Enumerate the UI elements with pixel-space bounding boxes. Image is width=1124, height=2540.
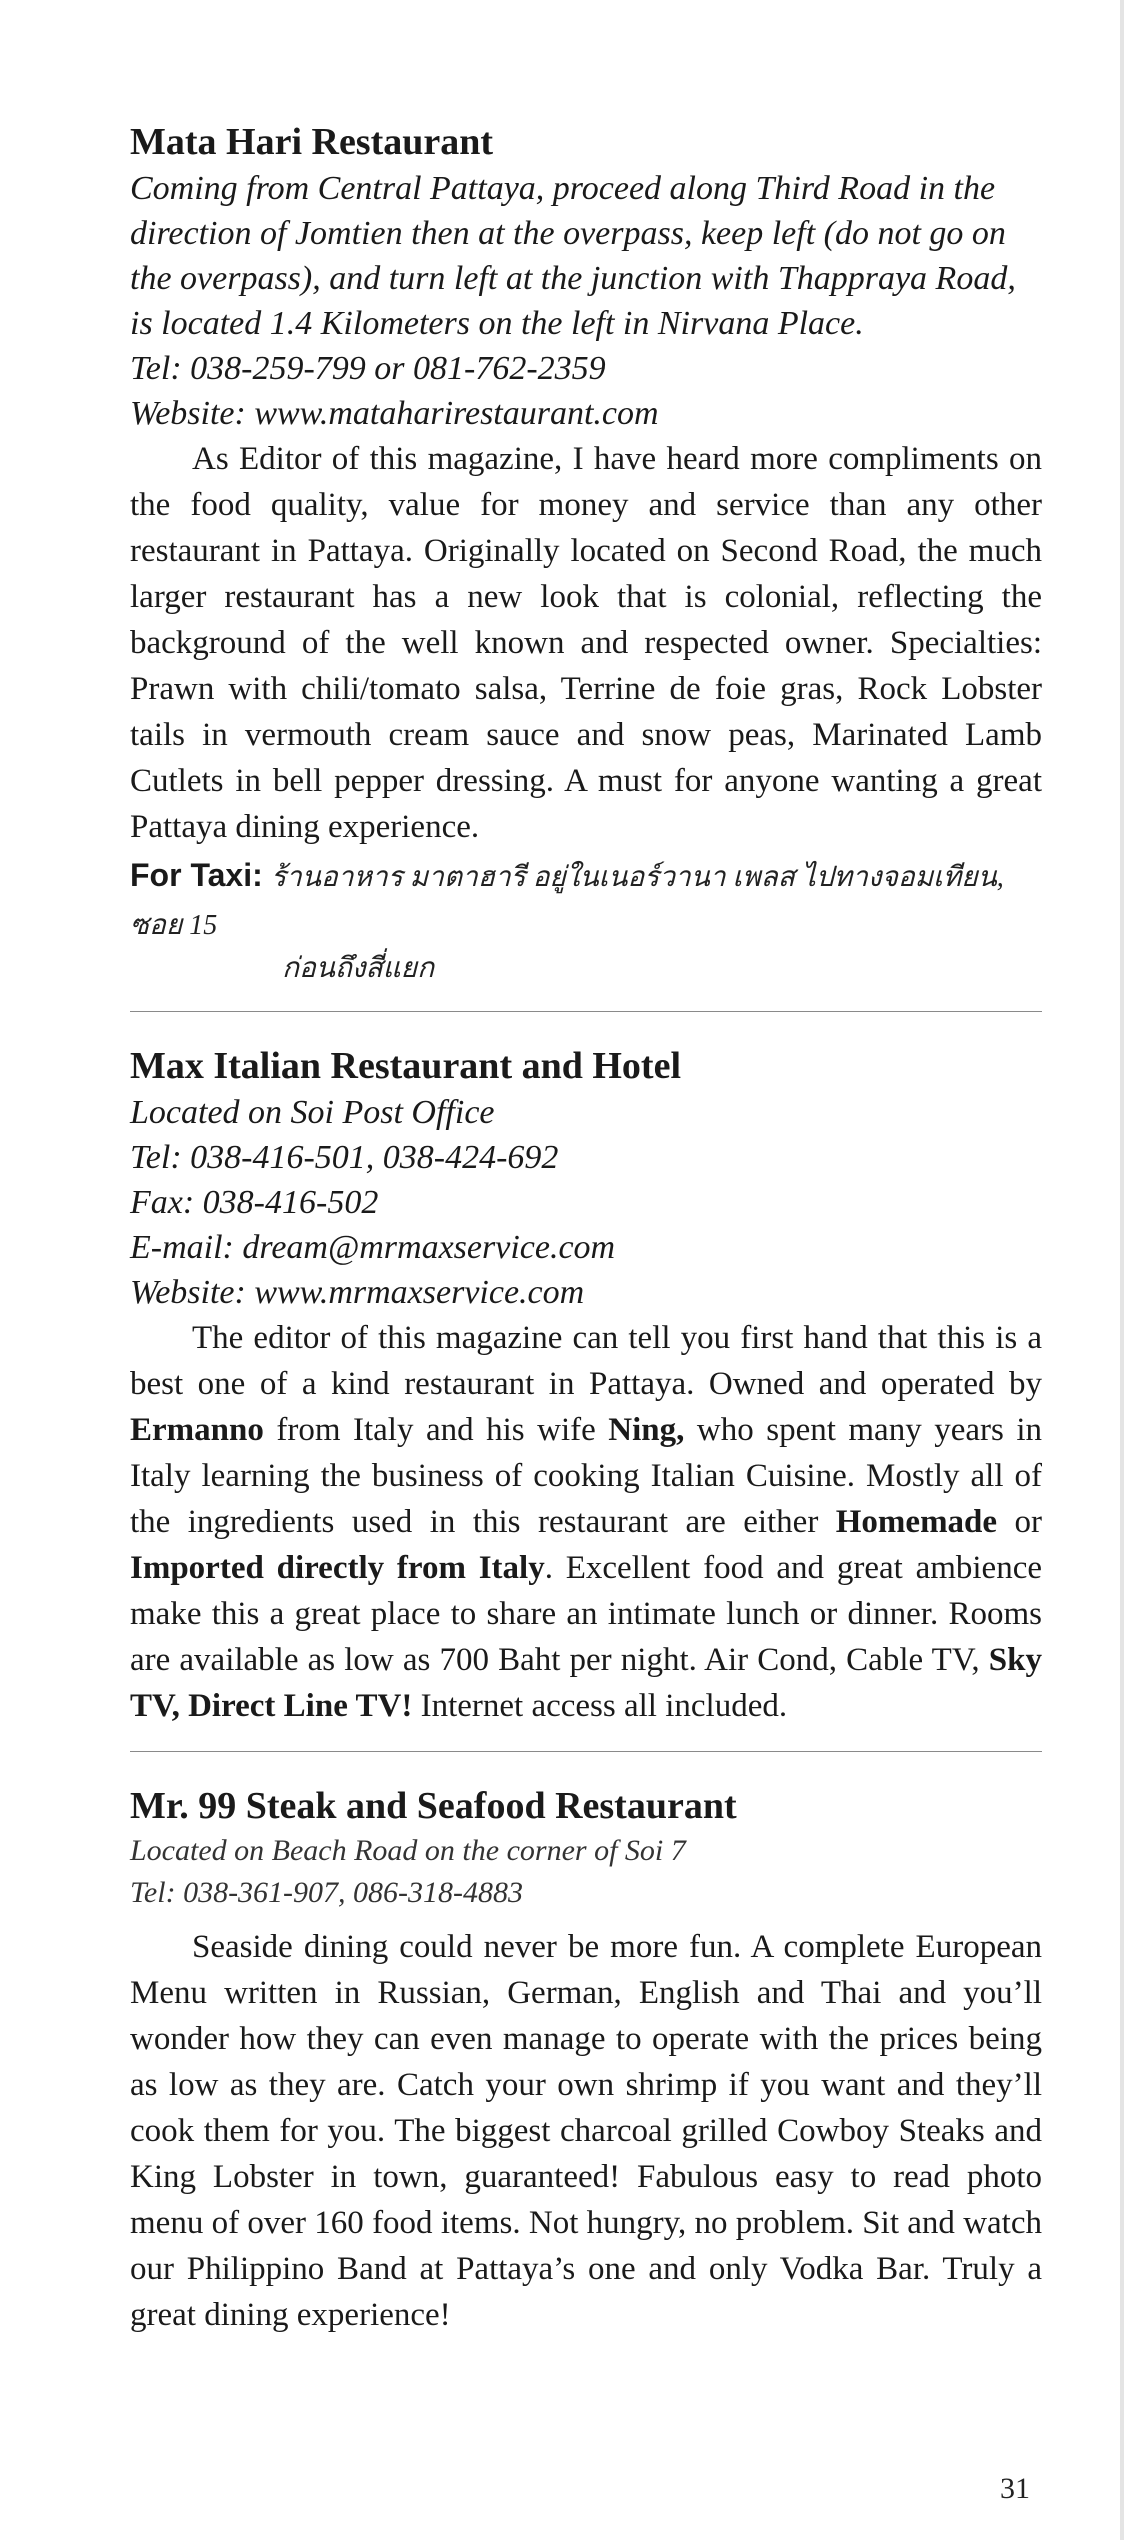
location: Located on Soi Post Office bbox=[130, 1094, 495, 1131]
description: Seaside dining could never be more fun. A complete European Menu written in Russian, German, English and Thai and you’ll wonder how they can even manage to operate with the prices being as low as they are. Catch your own shrimp if you want and they’ll cook them for you. The biggest charcoal grilled Cowboy Steaks and King Lobster in town, guaranteed! Fabulous easy to read photo menu of over 160 food items. Not hungry, no problem. Sit and watch our Philippino Band at Pattaya’s one and only Vodka Bar. Truly a great dining experience! bbox=[130, 1929, 1042, 2333]
telephone: Tel: 038-361-907, 086-318-4883 bbox=[130, 1876, 524, 1909]
wife-name: Ning, bbox=[608, 1412, 685, 1448]
directions bbox=[130, 166, 1042, 346]
owner-name: Ermanno bbox=[130, 1412, 264, 1448]
email-link[interactable]: E-mail: dream@mrmaxservice.com bbox=[130, 1229, 616, 1266]
restaurant-entry-mr-99 bbox=[130, 1782, 1042, 2338]
page-number: 31 bbox=[1000, 2472, 1030, 2505]
desc-text: from Italy and his wife bbox=[263, 1412, 609, 1448]
desc-text: . Excellent food and great ambience make this a great place to share an intimate lunch or dinner. Rooms are available as low as 700 Baht per night. Air Cond, Cable TV, bbox=[130, 1550, 1042, 1678]
description: As Editor of this magazine, I have heard more compliments on the food quality, value for money and service than any other restaurant in Pattaya. Originally located on Second Road, the much larger restaurant has a new look that is colonial, reflecting the background of the well known and respected owner. Specialties: Prawn with chili/tomato salsa, Terrine de foie gras, Rock Lobster tails in vermouth cream sauce and snow peas, Marinated Lamb Cutlets in bell pepper dressing. A must for anyone wanting a great Pattaya dining experience. bbox=[130, 441, 1042, 845]
location: Located on Beach Road on the corner of Soi 7 bbox=[130, 1834, 686, 1867]
page-content bbox=[130, 118, 1042, 2338]
taxi-directions bbox=[130, 852, 1042, 989]
restaurant-entry-max-italian bbox=[130, 1042, 1042, 1729]
entry-title: Mr. 99 Steak and Seafood Restaurant bbox=[130, 1785, 737, 1827]
taxi-label: For Taxi: bbox=[130, 857, 263, 893]
desc-text: Internet access all included. bbox=[412, 1688, 788, 1724]
website-link[interactable]: Website: www.mataharirestaurant.com bbox=[130, 395, 659, 432]
page-edge bbox=[1120, 0, 1124, 2540]
imported-highlight: Imported directly from Italy bbox=[130, 1550, 545, 1586]
tv-highlight: Sky TV, Direct Line TV! bbox=[130, 1642, 1042, 1724]
description bbox=[130, 1315, 1042, 1729]
telephone: Tel: 038-416-501, 038-424-692 bbox=[130, 1139, 559, 1176]
restaurant-entry-mata-hari bbox=[130, 118, 1042, 989]
divider bbox=[130, 1751, 1042, 1752]
desc-text: The editor of this magazine can tell you first hand that this is a best one of a kind restaurant in Pattaya. Owned and operated by bbox=[130, 1320, 1042, 1402]
directions-line: is located 1.4 Kilometers on the left in Nirvana Place. bbox=[130, 305, 864, 342]
telephone: Tel: 038-259-799 or 081-762-2359 bbox=[130, 350, 606, 387]
entry-title: Max Italian Restaurant and Hotel bbox=[130, 1045, 681, 1087]
divider bbox=[130, 1011, 1042, 1012]
entry-title: Mata Hari Restaurant bbox=[130, 121, 494, 163]
fax: Fax: 038-416-502 bbox=[130, 1184, 379, 1221]
taxi-thai-text: ร้านอาหาร มาตาฮารี อยู่ในเนอร์วานา เพลส ไปทางจอมเทียน, ซอย 15 bbox=[130, 862, 1004, 941]
directions-line: the overpass), and turn left at the junction with Thappraya Road, bbox=[130, 260, 1016, 297]
directions-line: direction of Jomtien then at the overpass, keep left (do not go on bbox=[130, 215, 1006, 252]
directions-line: Coming from Central Pattaya, proceed along Third Road in the bbox=[130, 170, 996, 207]
website-link[interactable]: Website: www.mrmaxservice.com bbox=[130, 1274, 585, 1311]
desc-text: or bbox=[997, 1504, 1042, 1540]
desc-text: who spent many years in Italy learning the business of cooking Italian Cuisine. Mostly all of the ingredients used in this restaurant are either bbox=[130, 1412, 1042, 1540]
taxi-thai-text: ก่อนถึงสี่แยก bbox=[282, 953, 435, 984]
homemade-highlight: Homemade bbox=[835, 1504, 998, 1540]
